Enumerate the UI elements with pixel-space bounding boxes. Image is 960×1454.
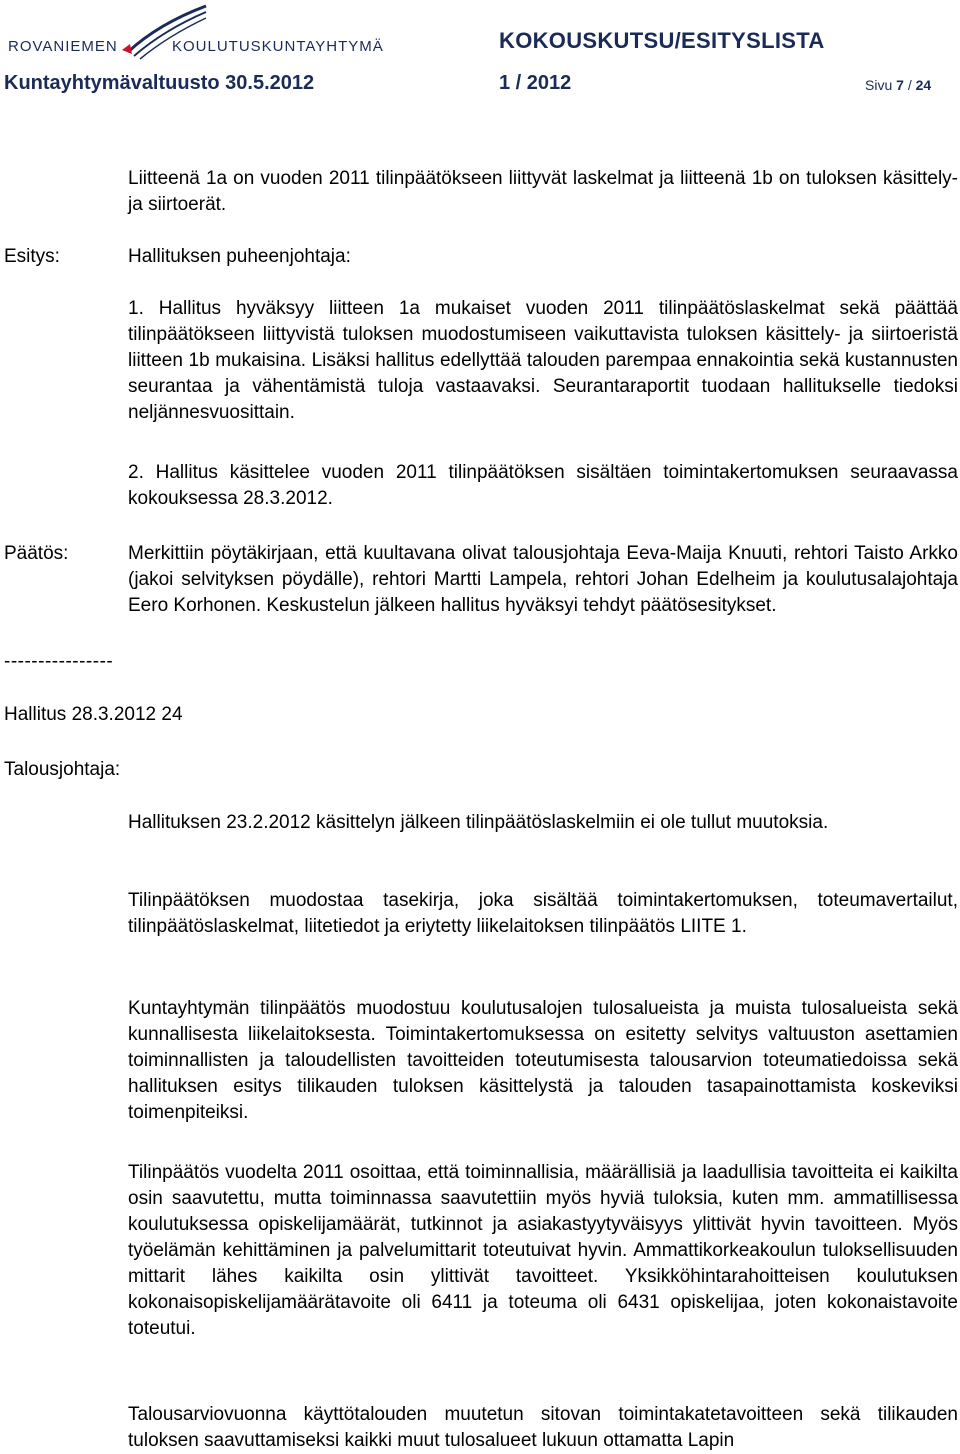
meeting-number: 1 / 2012 [499,72,572,94]
paatos-label: Päätös: [4,543,69,564]
page-current: 7 [896,77,904,93]
tj-paragraph-4: Tilinpäätös vuodelta 2011 osoittaa, että toiminnallisia, määrällisiä ja laadullisia tavoitteita ei kaikilta osin saavutettu, mutta toiminnassa saavutettiin myös hyviä tuloksia, kuten mm. ammatillisessa koulutuksessa opiskelijamäärät, tutkinnot ja asiakastyytyväisyys ylittivät hyvin tavoitteen. Myös työelämän kehittäminen ja palvelumittarit toteutuivat hyvin. Ammattikorkeakoulun tuloksellisuuden mittarit lähes kaikilta osin ylittivät tavoitteet. Yksikköhintarahoitteisen koulutuksen kokonaisopiskelijamäärätavoite oli 6411 ja toteuma oli 6431 opiskelijaa, joten kokonaistavoite toteutui. [128,1162,958,1339]
tj-paragraph-3: Kuntayhtymän tilinpäätös muodostuu koulutusalojen tulosalueista ja muista tulosalueista sekä kunnallisesta liikelaitoksesta. Toimintakertomuksessa on esitetty selvitys valtuuston asettamien toiminnallisten ja taloudellisten tavoitteiden toteutumisesta talousarvion toteumatiedoissa sekä hallituksen esitys tilikauden tuloksen käsittelystä ja talouden tasapainottamista koskeviksi toimenpiteiksi. [128,998,958,1123]
page-prefix: Sivu [865,77,893,93]
paatos-text: Merkittiin pöytäkirjaan, että kuultavana olivat talousjohtaja Eeva-Maija Knuuti, rehtori Taisto Arkko (jakoi selvityksen pöydälle), rehtori Martti Lampela, rehtori Johan Edelheim ja koulutusalajohtaja Eero Korhonen. Keskustelun jälkeen hallitus hyväksyi tehdyt päätösesitykset. [128,543,958,616]
section-separator: ---------------- [4,651,114,672]
page-indicator [865,77,931,93]
page-total: 24 [915,77,932,93]
organization-logo [8,4,478,64]
talousjohtaja-label: Talousjohtaja: [4,759,121,780]
logo-text-koulutuskuntayhtyma: KOULUTUSKUNTAYHTYMÄ [172,38,384,55]
attachments-paragraph: Liitteenä 1a on vuoden 2011 tilinpäätökseen liittyvät laskelmat ja liitteenä 1b on tuloksen käsittely- ja siirtoerät. [128,168,958,215]
esitys-speaker: Hallituksen puheenjohtaja: [128,246,351,267]
tj-paragraph-1: Hallituksen 23.2.2012 käsittelyn jälkeen tilinpäätöslaskelmiin ei ole tullut muutoksia. [128,812,829,833]
proposal-1: 1. Hallitus hyväksyy liitteen 1a mukaiset vuoden 2011 tilinpäätöslaskelmat sekä päättää tilinpäätökseen liittyvistä tuloksen muodostumiseen vaikuttavista tuloksen käsittely- ja siirtoeristä liitteen 1b mukaisina. Lisäksi hallitus edellyttää talouden parempaa ennakointia sekä kustannusten seurantaa ja vähentämistä tuloja vastaavaksi. Seurantaraportit tuodaan hallitukselle tiedoksi neljännesvuosittain. [128,298,958,423]
logo-text-rovaniemen: ROVANIEMEN [8,38,118,55]
swoosh-icon [118,4,208,64]
page-separator: / [907,77,912,93]
tj-paragraph-5: Talousarviovuonna käyttötalouden muutetun sitovan toimintakatetavoitteen sekä tilikauden tuloksen saavuttamiseksi kaikki muut tulosalueet lukuun ottamatta Lapin [128,1404,958,1451]
esitys-label: Esitys: [4,246,60,267]
meeting-title: Kuntayhtymävaltuusto 30.5.2012 [4,72,315,94]
document-type: KOKOUSKUTSU/ESITYSLISTA [499,28,825,53]
hallitus-reference: Hallitus 28.3.2012 24 [4,704,183,725]
tj-paragraph-2: Tilinpäätöksen muodostaa tasekirja, joka sisältää toimintakertomuksen, toteumavertailut, tilinpäätöslaskelmat, liitetiedot ja eriytetty liikelaitoksen tilinpäätös LIITE 1. [128,890,958,937]
proposal-2: 2. Hallitus käsittelee vuoden 2011 tilinpäätöksen sisältäen toimintakertomuksen seuraavassa kokouksessa 28.3.2012. [128,462,958,509]
